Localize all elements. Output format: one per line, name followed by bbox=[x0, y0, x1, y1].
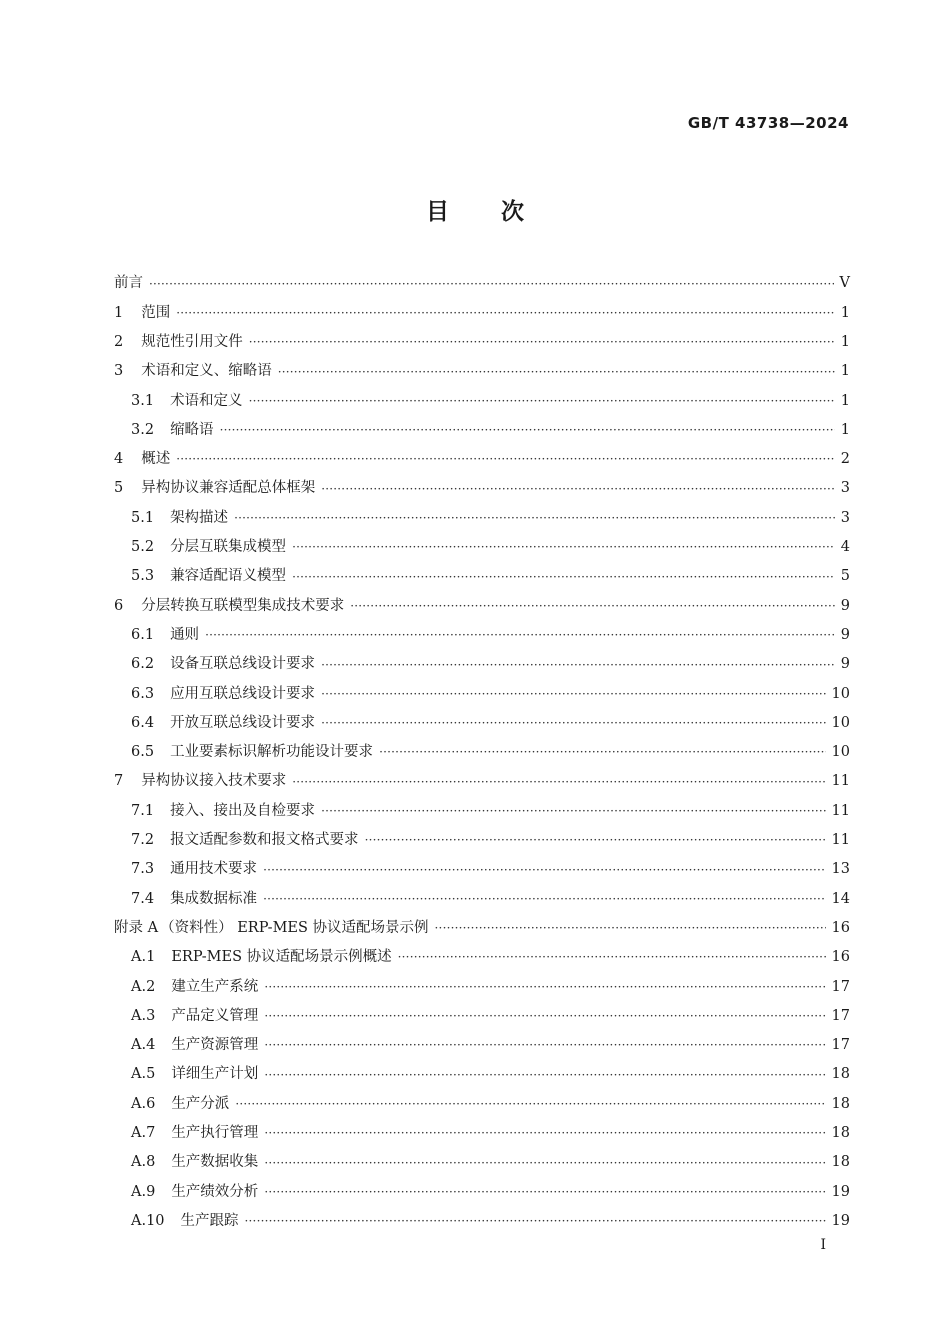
toc-leader-dots bbox=[263, 864, 825, 876]
toc-entry-page: 18 bbox=[831, 1125, 850, 1141]
toc-leader-dots bbox=[176, 307, 835, 319]
toc-leader-dots bbox=[292, 776, 825, 788]
toc-entry-number: A.4 bbox=[131, 1037, 156, 1054]
toc-entry-number: 5.2 bbox=[131, 539, 155, 556]
toc-entry-number: A.10 bbox=[131, 1212, 165, 1229]
toc-entry[interactable] bbox=[114, 415, 850, 444]
toc-entry-number: 6.3 bbox=[131, 685, 155, 702]
toc-entry-label: 报文适配参数和报文格式要求 bbox=[170, 832, 359, 849]
toc-entry-number: A.2 bbox=[131, 978, 156, 995]
toc-entry-label: 术语和定义 bbox=[170, 392, 243, 409]
toc-leader-dots bbox=[263, 893, 825, 905]
toc-entry-number: 6 bbox=[114, 597, 124, 614]
toc-entry-page: 14 bbox=[831, 890, 850, 907]
toc-leader-dots bbox=[350, 600, 835, 612]
toc-leader-dots bbox=[245, 1215, 826, 1227]
toc-leader-dots bbox=[321, 805, 825, 817]
toc-entry-label: （资料性） ERP-MES 协议适配场景示例 bbox=[160, 919, 429, 936]
toc-leader-dots bbox=[398, 951, 826, 963]
toc-entry-number: 5.3 bbox=[131, 568, 155, 585]
toc-entry[interactable] bbox=[114, 1089, 850, 1118]
toc-entry-number: A.6 bbox=[131, 1095, 156, 1112]
toc-leader-dots bbox=[176, 453, 835, 465]
toc-entry-page: 17 bbox=[831, 1037, 850, 1054]
toc-leader-dots bbox=[321, 688, 825, 700]
toc-entry-page: 17 bbox=[831, 978, 850, 995]
toc-entry-label: 生产分派 bbox=[171, 1095, 230, 1112]
toc-entry-number: 4 bbox=[114, 451, 124, 468]
toc-entry-page: V bbox=[839, 275, 850, 292]
toc-entry-page: 13 bbox=[831, 861, 850, 878]
page-title: 目 次 bbox=[425, 199, 524, 225]
toc-entry[interactable] bbox=[114, 855, 850, 884]
toc-entry[interactable] bbox=[114, 708, 850, 737]
toc-entry-page: 11 bbox=[831, 773, 850, 790]
toc-entry-page: 3 bbox=[840, 509, 850, 526]
toc-entry-number: 5.1 bbox=[131, 509, 155, 526]
toc-entry-label: 设备互联总线设计要求 bbox=[170, 656, 316, 673]
toc-leader-dots bbox=[292, 541, 835, 553]
toc-entry-number: 1 bbox=[114, 304, 124, 321]
toc-entry-label: 通用技术要求 bbox=[170, 861, 258, 878]
toc-entry-label: 详细生产计划 bbox=[171, 1066, 259, 1083]
toc-leader-dots bbox=[292, 571, 835, 583]
toc-entry-page: 2 bbox=[840, 451, 850, 468]
toc-leader-dots bbox=[205, 629, 835, 641]
toc-entry-label: 架构描述 bbox=[170, 509, 229, 526]
standard-number: GB/T 43738—2024 bbox=[687, 114, 849, 132]
toc-leader-dots bbox=[235, 1098, 825, 1110]
toc-entry-page: 18 bbox=[831, 1154, 850, 1171]
toc-entry-number: 3 bbox=[114, 363, 124, 380]
toc-leader-dots bbox=[321, 483, 835, 495]
toc-entry[interactable] bbox=[114, 1177, 850, 1206]
table-of-contents bbox=[114, 269, 850, 1236]
toc-entry-label: 规范性引用文件 bbox=[141, 333, 243, 350]
toc-entry-number: A.3 bbox=[131, 1007, 156, 1024]
toc-leader-dots bbox=[220, 424, 835, 436]
toc-entry-label: 分层转换互联模型集成技术要求 bbox=[141, 597, 345, 614]
toc-entry[interactable] bbox=[114, 298, 850, 327]
toc-entry-number: 3.1 bbox=[131, 392, 155, 409]
toc-entry-label: 术语和定义、缩略语 bbox=[141, 363, 272, 380]
toc-entry-number: 附录 A bbox=[114, 919, 159, 936]
toc-entry[interactable] bbox=[114, 474, 850, 503]
toc-entry-label: 集成数据标准 bbox=[170, 890, 258, 907]
toc-entry-number: A.1 bbox=[131, 949, 156, 966]
toc-leader-dots bbox=[278, 366, 835, 378]
toc-entry-number: 7.2 bbox=[131, 832, 155, 849]
toc-entry-number: A.9 bbox=[131, 1183, 156, 1200]
toc-leader-dots bbox=[234, 512, 835, 524]
toc-leader-dots bbox=[264, 981, 825, 993]
toc-entry-page: 16 bbox=[831, 949, 850, 966]
toc-entry-page: 9 bbox=[840, 626, 850, 643]
toc-leader-dots bbox=[264, 1157, 825, 1169]
toc-entry-page: 11 bbox=[831, 802, 850, 819]
toc-entry[interactable] bbox=[114, 650, 850, 679]
toc-entry[interactable] bbox=[114, 562, 850, 591]
toc-entry[interactable] bbox=[114, 503, 850, 532]
toc-entry-label: 缩略语 bbox=[170, 421, 214, 438]
toc-entry-label: 工业要素标识解析功能设计要求 bbox=[170, 744, 374, 761]
toc-entry[interactable] bbox=[114, 972, 850, 1001]
toc-entry[interactable] bbox=[114, 1031, 850, 1060]
toc-entry-label: 建立生产系统 bbox=[171, 978, 259, 995]
toc-entry[interactable] bbox=[114, 533, 850, 562]
toc-entry-page: 18 bbox=[831, 1066, 850, 1083]
toc-entry[interactable] bbox=[114, 767, 850, 796]
toc-entry-label: 产品定义管理 bbox=[171, 1007, 259, 1024]
toc-entry[interactable] bbox=[114, 796, 850, 825]
toc-entry[interactable] bbox=[114, 1207, 850, 1236]
toc-entry-label: 前言 bbox=[114, 275, 143, 292]
toc-entry[interactable] bbox=[114, 679, 850, 708]
toc-leader-dots bbox=[264, 1010, 825, 1022]
toc-entry-label: 概述 bbox=[141, 451, 171, 468]
toc-leader-dots bbox=[321, 717, 825, 729]
toc-entry-page: 10 bbox=[831, 714, 850, 731]
toc-entry-number: 6.4 bbox=[131, 714, 155, 731]
toc-leader-dots bbox=[321, 659, 835, 671]
toc-entry-label: 通则 bbox=[170, 626, 200, 643]
toc-leader-dots bbox=[249, 395, 835, 407]
toc-entry-page: 1 bbox=[840, 363, 850, 380]
toc-entry-page: 5 bbox=[840, 568, 850, 585]
toc-entry-number: 7 bbox=[114, 773, 124, 790]
toc-entry-page: 17 bbox=[831, 1007, 850, 1024]
toc-entry-page: 9 bbox=[840, 656, 850, 673]
toc-entry-page: 1 bbox=[840, 304, 850, 321]
toc-entry-label: 生产数据收集 bbox=[171, 1154, 259, 1171]
toc-entry-label: 异构协议兼容适配总体框架 bbox=[141, 480, 316, 497]
toc-entry-page: 18 bbox=[831, 1095, 850, 1112]
toc-entry[interactable] bbox=[114, 1060, 850, 1089]
toc-entry-number: A.8 bbox=[131, 1154, 156, 1171]
toc-entry[interactable] bbox=[114, 621, 850, 650]
toc-entry[interactable] bbox=[114, 826, 850, 855]
toc-entry-number: 6.2 bbox=[131, 656, 155, 673]
toc-entry-page: 4 bbox=[840, 539, 850, 556]
toc-entry[interactable] bbox=[114, 1148, 850, 1177]
toc-entry-label: 开放互联总线设计要求 bbox=[170, 714, 316, 731]
toc-leader-dots bbox=[149, 278, 834, 290]
toc-entry-number: A.7 bbox=[131, 1125, 156, 1141]
toc-entry-page: 10 bbox=[831, 744, 850, 761]
toc-entry[interactable] bbox=[114, 914, 850, 943]
toc-entry[interactable] bbox=[114, 591, 850, 620]
toc-entry-number: 7.3 bbox=[131, 861, 155, 878]
toc-entry-label: 应用互联总线设计要求 bbox=[170, 685, 316, 702]
toc-entry-label: 生产绩效分析 bbox=[171, 1183, 259, 1200]
toc-entry[interactable] bbox=[114, 1119, 850, 1148]
toc-entry-number: 7.4 bbox=[131, 890, 155, 907]
toc-entry-number: 2 bbox=[114, 333, 124, 350]
toc-entry-label: 兼容适配语义模型 bbox=[170, 568, 287, 585]
toc-entry[interactable] bbox=[114, 386, 850, 415]
toc-entry[interactable] bbox=[114, 943, 850, 972]
page-number: I bbox=[820, 1237, 826, 1253]
toc-entry-page: 1 bbox=[840, 392, 850, 409]
toc-entry-page: 9 bbox=[840, 597, 850, 614]
toc-entry-number: 3.2 bbox=[131, 421, 155, 438]
toc-entry[interactable] bbox=[114, 445, 850, 474]
toc-entry-page: 16 bbox=[831, 919, 850, 936]
toc-entry-label: 生产资源管理 bbox=[171, 1037, 259, 1054]
toc-leader-dots bbox=[264, 1069, 825, 1081]
toc-entry-number: A.5 bbox=[131, 1066, 156, 1083]
toc-entry-number: 6.5 bbox=[131, 744, 155, 761]
toc-entry-number: 7.1 bbox=[131, 802, 155, 819]
toc-entry-page: 1 bbox=[840, 421, 850, 438]
toc-entry-page: 1 bbox=[840, 333, 850, 350]
toc-entry-number: 6.1 bbox=[131, 626, 155, 643]
toc-entry-page: 3 bbox=[840, 480, 850, 497]
toc-leader-dots bbox=[264, 1186, 825, 1198]
toc-entry[interactable] bbox=[114, 328, 850, 357]
toc-leader-dots bbox=[264, 1039, 825, 1051]
toc-entry-label: ERP-MES 协议适配场景示例概述 bbox=[171, 949, 392, 966]
toc-leader-dots bbox=[264, 1127, 825, 1139]
toc-entry[interactable] bbox=[114, 269, 850, 298]
toc-entry-number: 5 bbox=[114, 480, 124, 497]
toc-entry-label: 生产跟踪 bbox=[180, 1212, 239, 1229]
toc-entry[interactable] bbox=[114, 357, 850, 386]
toc-entry-page: 11 bbox=[831, 832, 850, 849]
toc-leader-dots bbox=[379, 746, 825, 758]
toc-entry-page: 19 bbox=[831, 1183, 850, 1200]
toc-entry[interactable] bbox=[114, 884, 850, 913]
toc-leader-dots bbox=[435, 922, 826, 934]
toc-leader-dots bbox=[365, 834, 826, 846]
toc-entry[interactable] bbox=[114, 1001, 850, 1030]
toc-entry-label: 范围 bbox=[141, 304, 171, 321]
toc-entry-label: 生产执行管理 bbox=[171, 1125, 259, 1141]
toc-entry-page: 10 bbox=[831, 685, 850, 702]
toc-entry-label: 接入、接出及自检要求 bbox=[170, 802, 316, 819]
toc-entry-label: 分层互联集成模型 bbox=[170, 539, 287, 556]
toc-entry-page: 19 bbox=[831, 1212, 850, 1229]
toc-leader-dots bbox=[249, 336, 835, 348]
toc-entry-label: 异构协议接入技术要求 bbox=[141, 773, 287, 790]
toc-entry[interactable] bbox=[114, 738, 850, 767]
